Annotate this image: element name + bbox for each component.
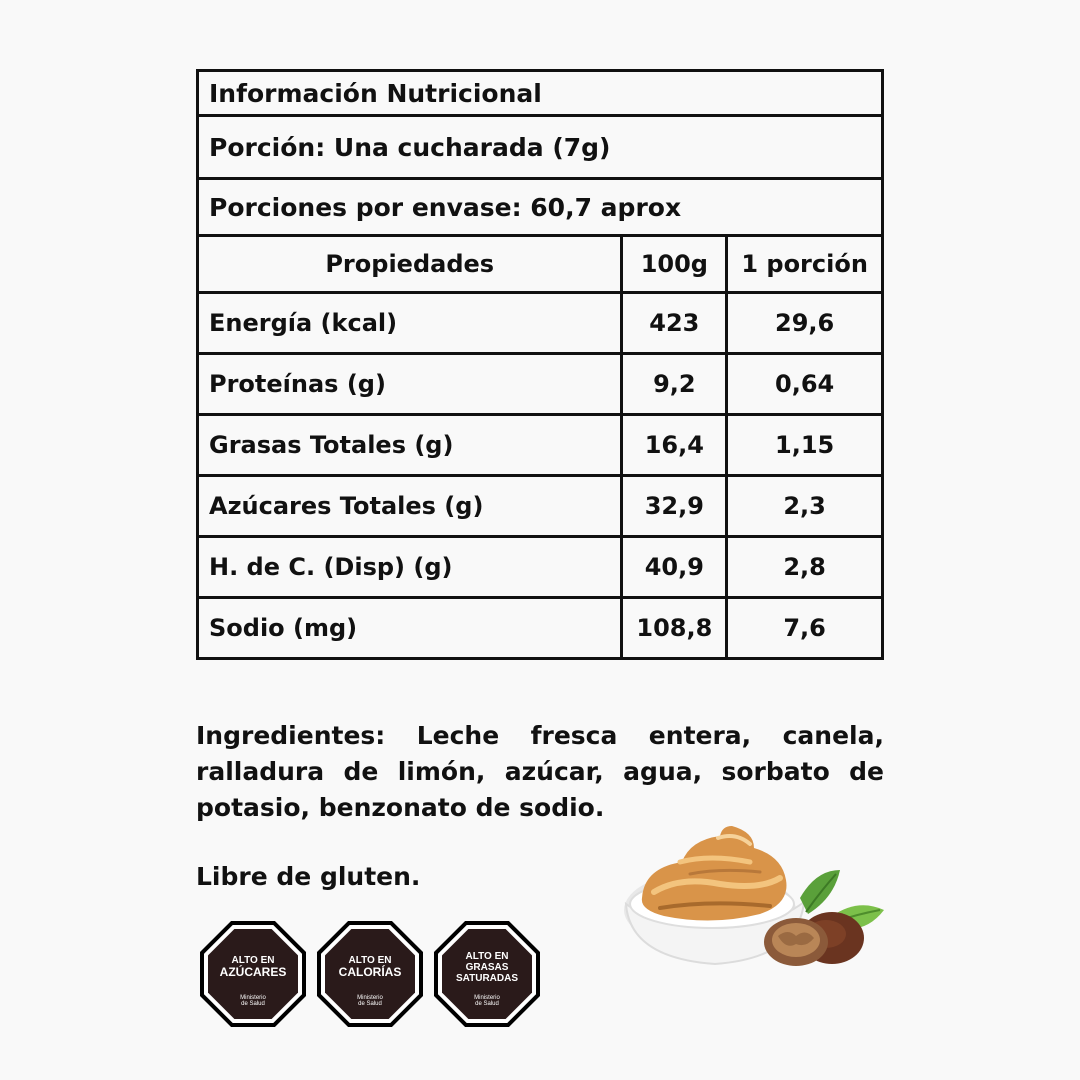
column-header-serving: 1 porción [727, 236, 883, 293]
table-row [198, 598, 883, 659]
column-header-100g: 100g [622, 236, 727, 293]
column-header-properties: Propiedades [198, 236, 622, 293]
label-title: Información Nutricional [198, 71, 883, 116]
row-per-serving: 0,64 [727, 354, 883, 415]
seal-ministry-2: de Salud [241, 1001, 265, 1007]
gluten-free-note: Libre de gluten. [196, 862, 421, 891]
seal-ministry: Ministerio [357, 995, 383, 1001]
seal-ministry: Ministerio [240, 995, 266, 1001]
row-per-serving: 2,8 [727, 537, 883, 598]
row-name: Proteínas (g) [198, 354, 622, 415]
row-per100: 423 [622, 293, 727, 354]
row-name: Energía (kcal) [198, 293, 622, 354]
row-per-serving: 7,6 [727, 598, 883, 659]
seal-ministry-2: de Salud [358, 1001, 382, 1007]
row-name: Sodio (mg) [198, 598, 622, 659]
row-name: H. de C. (Disp) (g) [198, 537, 622, 598]
row-per-serving: 2,3 [727, 476, 883, 537]
dulce-bowl-illustration [620, 818, 890, 973]
table-header-row [198, 236, 883, 293]
seal-line1: ALTO EN [465, 951, 509, 962]
row-per100: 32,9 [622, 476, 727, 537]
row-per100: 40,9 [622, 537, 727, 598]
row-per-serving: 29,6 [727, 293, 883, 354]
servings-per-container: Porciones por envase: 60,7 aprox [198, 179, 883, 236]
table-row [198, 537, 883, 598]
row-per100: 108,8 [622, 598, 727, 659]
row-per100: 16,4 [622, 415, 727, 476]
seal-high-calories [317, 921, 423, 1027]
seal-line2: AZÚCARES [219, 965, 287, 979]
table-row [198, 293, 883, 354]
table-row [198, 354, 883, 415]
ingredients-text: Ingredientes: Leche fresca entera, canela, ralladura de limón, azúcar, agua, sorbato de potasio, benzonato de sodio. [196, 721, 884, 822]
nutrition-table [196, 69, 884, 660]
seal-line2: CALORÍAS [338, 965, 402, 979]
row-per100: 9,2 [622, 354, 727, 415]
seal-high-saturated-fat [434, 921, 540, 1027]
table-row [198, 415, 883, 476]
row-name: Azúcares Totales (g) [198, 476, 622, 537]
row-name: Grasas Totales (g) [198, 415, 622, 476]
seal-ministry-2: de Salud [475, 1001, 499, 1007]
seal-line2: GRASAS [465, 962, 509, 973]
serving-size: Porción: Una cucharada (7g) [198, 116, 883, 179]
nutrition-label [196, 69, 884, 660]
table-row [198, 476, 883, 537]
seal-line3: SATURADAS [455, 973, 519, 984]
row-per-serving: 1,15 [727, 415, 883, 476]
seal-line1: ALTO EN [348, 955, 392, 966]
seal-ministry: Ministerio [474, 995, 500, 1001]
seal-high-sugar [200, 921, 306, 1027]
seal-line1: ALTO EN [231, 955, 275, 966]
